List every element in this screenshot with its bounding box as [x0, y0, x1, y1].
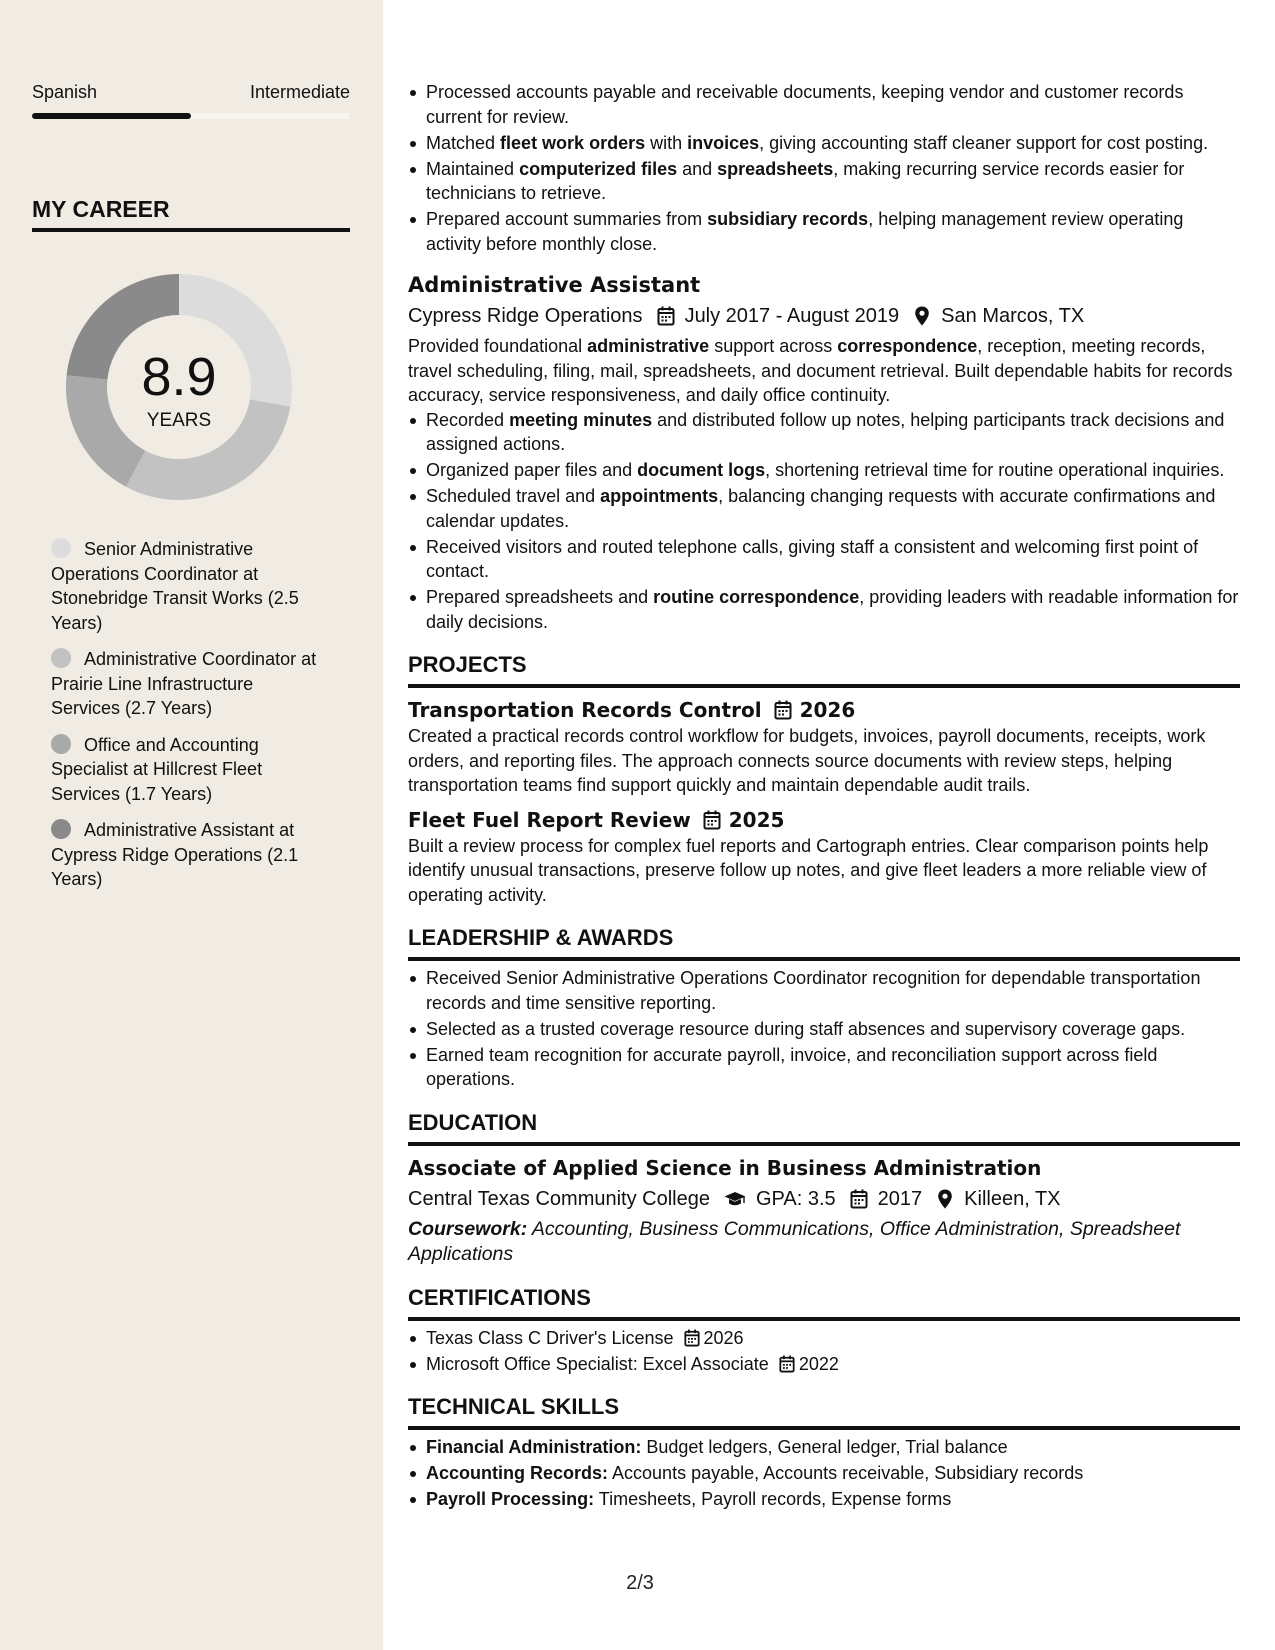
job-bullet: Processed accounts payable and receivable documents, keeping vendor and customer records current for review.	[408, 80, 1240, 129]
leadership-bullets	[408, 966, 1240, 1092]
career-legend-label: Office and Accounting Specialist at Hillcrest Fleet Services (1.7 Years)	[51, 734, 263, 804]
legend-dot	[51, 819, 71, 839]
job-bullet: Scheduled travel and appointments, balancing changing requests with accurate confirmations and calendar updates.	[408, 484, 1240, 533]
job-bullet: Recorded meeting minutes and distributed follow up notes, helping participants track decisions and assigned actions.	[408, 408, 1240, 457]
language-proficiency-bar	[32, 113, 350, 119]
job-bullets	[408, 408, 1240, 635]
calendar-icon	[774, 700, 792, 720]
skill-item	[408, 1461, 1240, 1486]
job-dates: July 2017 - August 2019	[684, 305, 900, 327]
project-name: Transportation Records Control	[408, 698, 762, 722]
job-company: Cypress Ridge Operations	[408, 305, 643, 327]
certifications-list	[408, 1326, 1240, 1377]
graduation-year: 2017	[877, 1187, 923, 1210]
career-legend-item	[51, 647, 321, 721]
certification-name: Microsoft Office Specialist: Excel Associate	[426, 1353, 769, 1374]
sidebar	[0, 0, 383, 1650]
graduation-cap-icon	[724, 1189, 746, 1209]
job-bullet: Organized paper files and document logs, shortening retrieval time for routine operational inquiries.	[408, 458, 1240, 483]
skills-list	[408, 1435, 1240, 1512]
project-title	[408, 806, 1240, 834]
previous-job-bullets	[408, 80, 1240, 256]
career-legend	[51, 537, 321, 904]
coursework-label: Coursework:	[408, 1217, 528, 1240]
career-donut-chart	[66, 274, 292, 500]
leadership-bullet: Earned team recognition for accurate payroll, invoice, and reconciliation support across field operations.	[408, 1043, 1240, 1092]
school-name: Central Texas Community College	[408, 1187, 710, 1210]
job-title: Administrative Assistant	[408, 273, 701, 297]
education-section-title: EDUCATION	[408, 1109, 1240, 1146]
job-summary: Provided foundational administrative support across correspondence, reception, meeting records, travel scheduling, filing, mail, spreadsheets, and document retrieval. Built dependable habits for records accuracy, service responsiveness, and daily office continuity.	[408, 336, 1233, 405]
language-level: Intermediate	[249, 82, 350, 102]
certification-year: 2026	[703, 1327, 744, 1348]
job-meta	[408, 301, 1240, 331]
calendar-icon	[684, 1329, 700, 1347]
location-pin-icon	[913, 306, 931, 326]
degree-title: Associate of Applied Science in Business Administration	[408, 1155, 1042, 1180]
skill-label: Financial Administration:	[426, 1437, 642, 1457]
career-legend-label: Senior Administrative Operations Coordinator at Stonebridge Transit Works (2.5 Years)	[51, 539, 299, 633]
career-section-title: MY CAREER	[32, 196, 350, 232]
total-years-value: 8.9	[141, 347, 217, 407]
career-legend-label: Administrative Assistant at Cypress Ridge Operations (2.1 Years)	[51, 820, 299, 889]
skill-label: Payroll Processing:	[426, 1489, 595, 1509]
leadership-bullet: Selected as a trusted coverage resource during staff absences and supervisory coverage gaps.	[408, 1017, 1240, 1042]
project-year: 2026	[799, 698, 856, 722]
job-bullet: Received visitors and routed telephone calls, giving staff a consistent and welcoming first point of contact.	[408, 535, 1240, 584]
page-number: 2/3	[626, 1572, 654, 1594]
project-year: 2025	[728, 807, 785, 832]
education-meta	[408, 1184, 1240, 1214]
project-description: Built a review process for complex fuel reports and Cartograph entries. Clear comparison points help identify unusual transactions, preserve follow up notes, and give fleet leaders a more reliable view of operating activity.	[408, 835, 1209, 905]
gpa: GPA: 3.5	[755, 1187, 836, 1210]
career-legend-item	[51, 733, 321, 807]
job-bullet: Prepared account summaries from subsidiary records, helping management review operating activity before monthly close.	[408, 207, 1240, 256]
location-pin-icon	[936, 1189, 954, 1209]
coursework	[408, 1217, 1240, 1267]
leadership-bullet: Received Senior Administrative Operations Coordinator recognition for dependable transportation records and time sensitive reporting.	[408, 966, 1240, 1015]
legend-dot	[51, 538, 71, 558]
certification-item	[408, 1352, 1240, 1377]
project-title	[408, 696, 1240, 724]
skills-section-title: TECHNICAL SKILLS	[408, 1393, 1240, 1430]
language-row	[32, 82, 350, 103]
project-name: Fleet Fuel Report Review	[408, 807, 691, 832]
skill-value: Accounts payable, Accounts receivable, Subsidiary records	[612, 1463, 1084, 1483]
total-years-unit: YEARS	[146, 410, 212, 431]
career-legend-item	[51, 537, 321, 635]
job-location: San Marcos, TX	[941, 305, 1085, 327]
coursework-list: Accounting, Business Communications, Office Administration, Spreadsheet Applications	[408, 1217, 1181, 1265]
job-bullet: Maintained computerized files and spreadsheets, making recurring service records easier for technicians to retrieve.	[408, 157, 1240, 206]
certifications-section-title: CERTIFICATIONS	[408, 1284, 1240, 1321]
leadership-section-title: LEADERSHIP & AWARDS	[408, 924, 1240, 961]
job-bullet: Matched fleet work orders with invoices, giving accounting staff cleaner support for cost posting.	[408, 131, 1240, 156]
main-content	[408, 80, 1240, 1513]
calendar-icon	[779, 1355, 795, 1373]
job-bullet: Prepared spreadsheets and routine correspondence, providing leaders with readable information for daily decisions.	[408, 585, 1240, 634]
calendar-icon	[703, 810, 721, 830]
certification-name: Texas Class C Driver's License	[426, 1327, 674, 1348]
calendar-icon	[657, 306, 675, 326]
skill-item	[408, 1487, 1240, 1512]
certification-item	[408, 1326, 1240, 1351]
language-name: Spanish	[32, 82, 98, 102]
certification-year: 2022	[798, 1353, 839, 1374]
skill-value: Budget ledgers, General ledger, Trial balance	[646, 1437, 1008, 1457]
career-legend-item	[51, 818, 321, 892]
language-proficiency-fill	[32, 113, 191, 119]
legend-dot	[51, 734, 71, 754]
projects-section-title: PROJECTS	[408, 651, 1240, 688]
skill-label: Accounting Records:	[426, 1463, 609, 1483]
skill-item	[408, 1435, 1240, 1460]
calendar-icon	[850, 1189, 868, 1209]
school-location: Killeen, TX	[964, 1187, 1061, 1210]
project-description: Created a practical records control workflow for budgets, invoices, payroll documents, receipts, work orders, and reporting files. The approach connects source documents with review steps, helping transportation teams find support quickly and maintain dependable audit trails.	[408, 726, 1206, 795]
career-legend-label: Administrative Coordinator at Prairie Line Infrastructure Services (2.7 Years)	[51, 649, 317, 718]
skill-value: Timesheets, Payroll records, Expense forms	[598, 1489, 952, 1509]
legend-dot	[51, 648, 71, 668]
